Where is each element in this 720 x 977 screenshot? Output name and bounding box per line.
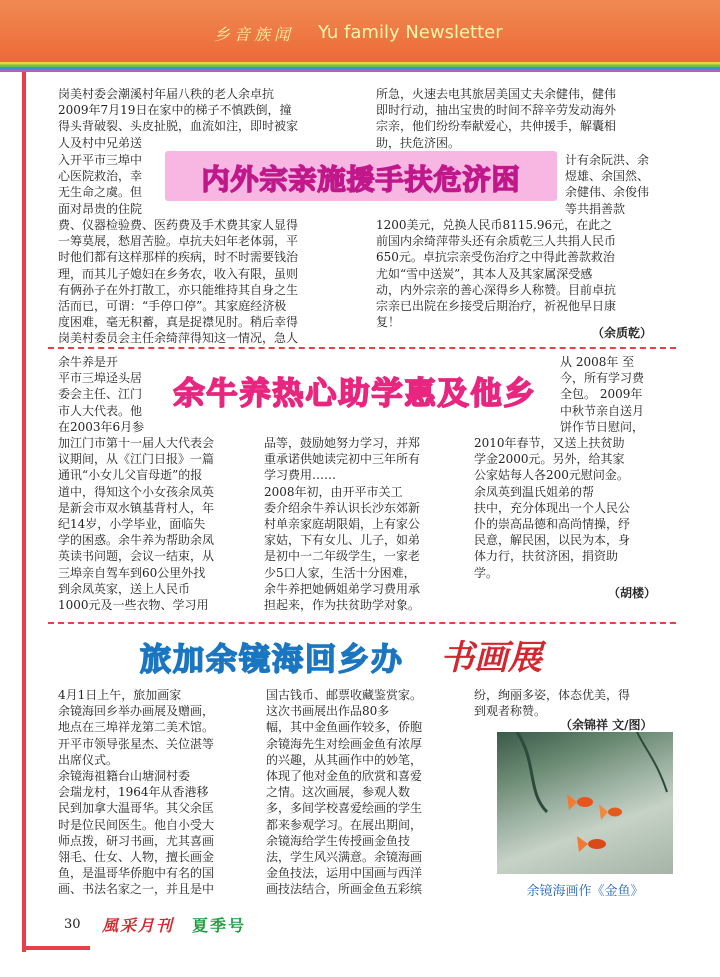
article1-title: 内外宗亲施援手扶危济困 (201, 163, 521, 196)
rainbow-stripes (0, 62, 720, 72)
header-title-en: Yu family Newsletter (318, 22, 503, 43)
article2-title-banner (160, 358, 550, 418)
article2-col1-bottom: 加江门市第十一届人大代表会 议期间，从《江门日报》一篇 通讯“小女儿父盲母逝”的报 道中，得知这个小女孩余凤英 是新会市双水镇基背村人，年 纪14岁，小学毕业，面临失 学的困惑。余牛养为帮助余凤 英读书问题，会议一结束，从 三埠亲自驾车到60公里外找 到余凤英家，送上人民币 1000元及一些衣物、学习用 (58, 436, 215, 613)
article3-col3: 纷，绚丽多姿，体态优美，得 到观者称赞。 (474, 688, 631, 719)
article1-col1-wrap: 入开平市三埠中 心医院救治，幸 无生命之虞。但 面对昂贵的住院 (58, 153, 143, 216)
section-divider (48, 347, 676, 349)
left-border (22, 72, 26, 952)
article2-col1-wrap: 余牛养是开 平市三埠迳头居 委会主任、江门 市人大代表。他 在2003年6月参 (58, 355, 145, 434)
goldfish-icon (497, 732, 673, 874)
article3-title-art: 书画展 (440, 638, 542, 678)
article2-col2: 品等，鼓励她努力学习，并郑 重承诺供她读完初中三年所有 学习费用…… 2008年初，由开平市关工 委介绍余牛养认识长沙东郊新 村单亲家庭胡限娟，上有家公 家姑，下有女儿、儿子，如弟 是初中一二年级学生，一家老 少5口人家，生活十分困难， 余牛养把她俩姐弟学习费用承 担起来，作为扶贫助学对象。 (264, 436, 421, 613)
magazine-name: 風采月刊 (102, 916, 175, 935)
article3-title: 旅加余镜海回乡办 (140, 642, 404, 678)
article3-col2: 国古钱币、邮票收藏鉴赏家。 这次书画展出作品80多 幅，其中金鱼画作较多，侨胞 余镜海先生对绘画金鱼有浓厚 的兴趣，从其画作中的妙笔， 体现了他对金鱼的欣赏和喜爱 之情。这次画展，参观人数 多，多间学校喜爱绘画的学生 都来参观学习。在展出期间， 余镜海给学生传授画金鱼技 法，学生风兴满意。余镜海画 金鱼技法，运用中国画与西洋 画技法结合，所画金鱼五彩缤 (266, 688, 423, 897)
article1-signature: （余质乾） (592, 326, 653, 340)
article1-col1-bottom: 费、仪器检验费、医药费及手术费其家人显得 一筹莫展，愁眉苦脸。卓抗夫妇年老体弱，平 时他们都有这样那样的疾病，时不时需要钱治 理，而其儿子媳妇在乡务农，收入有限，虽则 有俩孙子在外打散工，亦只能维持其自身之生 活而已，可谓：“手停口停”。其家庭经济极 度困难，毫无积蓄，真是捉襟见肘。稍后幸得 岗美村委员会主任余绮萍得知这一情况，急人 (58, 218, 299, 346)
page-number: 30 (64, 917, 81, 932)
article1-col2-wrap: 计有余阮洪、余 煜雄、余国然、 余健伟、余俊伟 等共捐善款 (565, 153, 650, 216)
painting-caption: 余镜海画作《金鱼》 (526, 884, 644, 899)
section-divider (48, 622, 676, 624)
article3-signature: （余锦祥 文/图） (560, 718, 653, 732)
header-title-cn: 乡音族闻 (214, 25, 295, 44)
article1-col1-top: 岗美村委会潮溪村年届八秩的老人余卓抗 2009年7月19日在家中的梯子不慎跌倒，撞 得头背破裂、头皮扯脱，血流如注，即时被家 人及村中兄弟送 (58, 87, 299, 150)
article1-title-banner (165, 151, 557, 201)
bottom-corner-border (22, 946, 90, 950)
goldfish-painting-image (497, 732, 673, 874)
issue-season: 夏季号 (192, 916, 247, 935)
article2-col3-bottom: 2010年春节，又送上扶贫助 学金2000元。另外，给其家 公家姑每人各200元慰问金。 余凤英到温氏姐弟的帮 扶中，充分体现出一个人民公 仆的崇高品德和高尚情操，纾 民意，解民困，以民为本，身 体力行，扶贫济困，捐资助 学。 (474, 436, 631, 580)
article3-col1: 4月1日上午，旅加画家 余镜海回乡举办画展及赠画， 地点在三埠祥龙第二美术馆。 开平市领导张星杰、关位湛等 出席仪式。 余镜海祖籍台山塘洞村委 会瑞龙村，1964年从香港移 民到加拿大温哥华。其父余匡 时是位民间医生。他自小受大 师点拨，研习书画，尤其喜画 翎毛、仕女、人物，擅长画金 鱼，是温哥华侨胞中有名的国 画、书法名家之一，并且是中 (58, 688, 215, 897)
article1-col2-top: 所急，火速去电其旅居美国丈夫余健伟，健伟 即时行动，抽出宝贵的时间不辞辛劳发动海外 宗亲，他们纷纷奉献爱心，共伸援手，解囊相 助，扶危济困。 (376, 87, 617, 150)
article2-signature: （胡楼） (608, 586, 657, 600)
article2-col3-wrap: 从 2008年 至 今，所有学习费 全包。 2009年 中秋节亲自送月 饼作节日慰问， (560, 355, 645, 434)
article3-title-banner (140, 634, 430, 678)
article1-col2-bottom: 1200美元，兑换人民币8115.96元，在此之 前国内余绮萍带头还有余质乾三人共捐人民币 650元。卓抗宗亲受伤治疗之中得此善款救治 尤如“雪中送炭”，其本人及其家属深受感 动，内外宗亲的善心深得乡人称赞。目前卓抗 宗亲已出院在乡接受后期治疗，祈祝他早日康 复！ (376, 218, 617, 330)
article2-title: 余牛养热心助学惠及他乡 (173, 376, 537, 412)
